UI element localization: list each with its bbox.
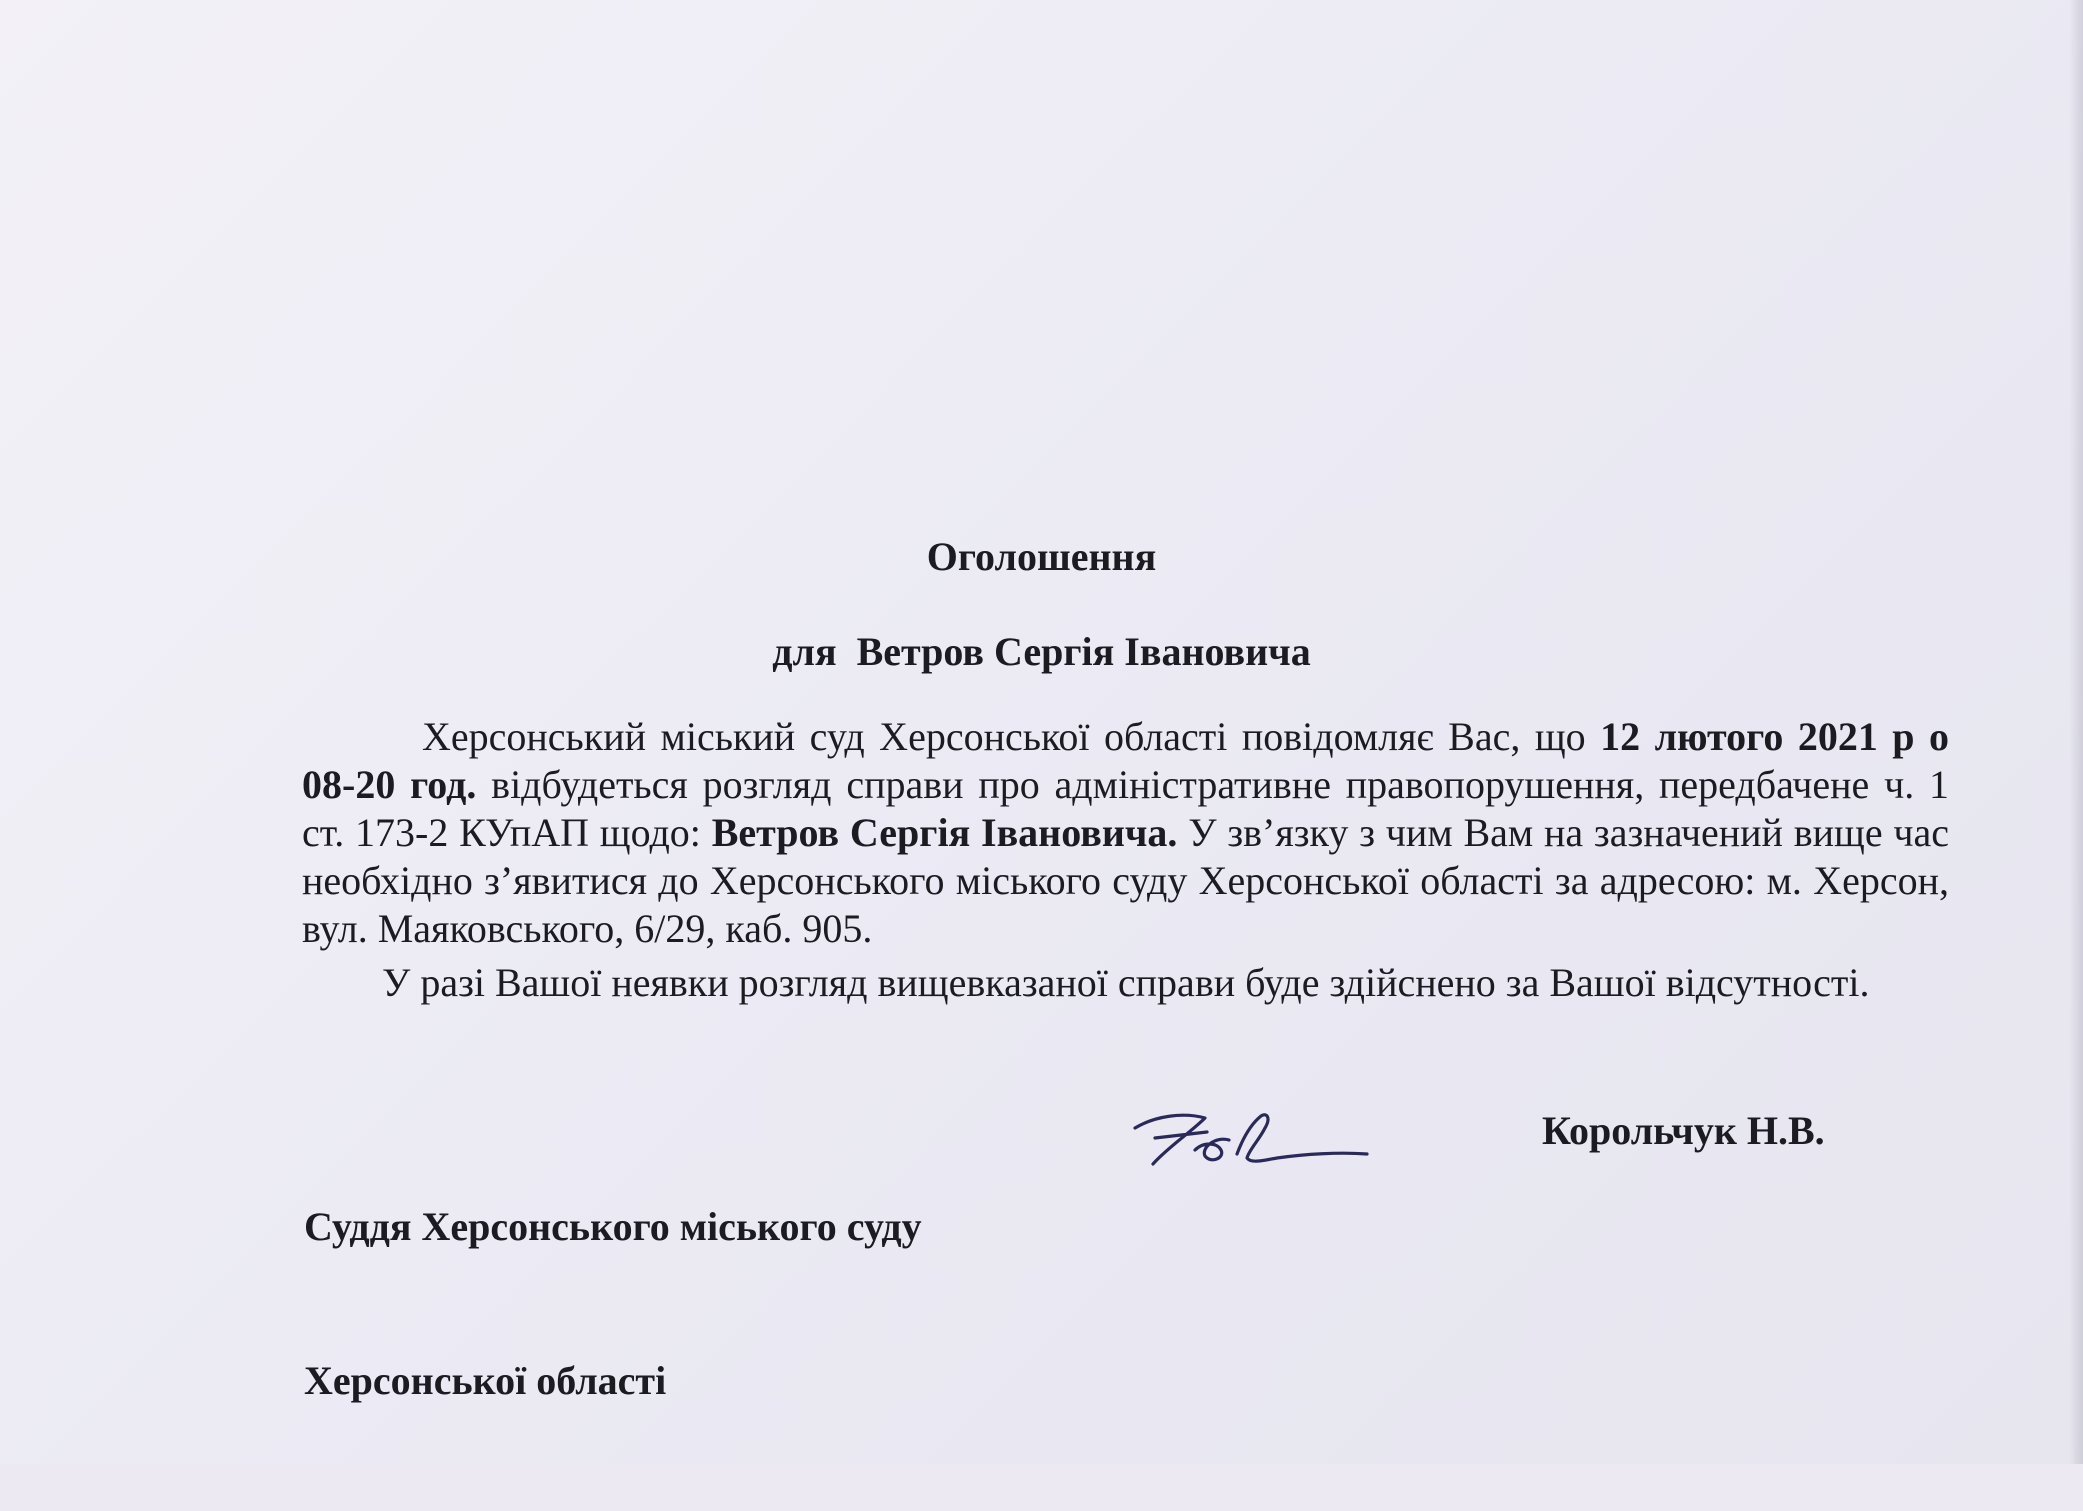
notice-paragraph-2: У разі Вашої неявки розгляд вищевказаної справи буде здійснено за Вашої відсутності. bbox=[382, 960, 1870, 1005]
paragraph-1-text-b: відбудеться розгляд справи про адміністративне правопорушення, передбачене ч. 1 ст. 173-2 КУпАП щодо: bbox=[302, 762, 1949, 855]
handwritten-signature bbox=[1125, 1098, 1375, 1178]
paragraph-1-text-c: У зв’язку з чим Вам на зазначений вище час необхідно з’явитися до Херсонського міського суду Херсонської області за адресою: м. Херсон, вул. Маяковського, 6/29, каб. 905. bbox=[302, 810, 1949, 951]
defendant-name: Ветров Сергія Івановича. bbox=[711, 810, 1178, 855]
notice-body bbox=[302, 713, 1949, 1007]
judge-position-line-2: Херсонської області bbox=[304, 1358, 667, 1403]
paragraph-1-text-a: Херсонський міський суд Херсонської області повідомляє Вас, що bbox=[422, 714, 1601, 759]
hearing-datetime: 12 лютого 2021 р о 08-20 год. bbox=[302, 714, 1950, 807]
judge-name: Корольчук Н.В. bbox=[1542, 1108, 1825, 1153]
notice-title: Оголошення bbox=[926, 534, 1157, 579]
judge-position-line-1: Суддя Херсонського міського суду bbox=[304, 1204, 922, 1249]
notice-paragraph-1 bbox=[302, 713, 1949, 953]
judge-position bbox=[304, 1107, 922, 1511]
notice-recipient: для Ветров Сергія Івановича bbox=[772, 629, 1311, 674]
